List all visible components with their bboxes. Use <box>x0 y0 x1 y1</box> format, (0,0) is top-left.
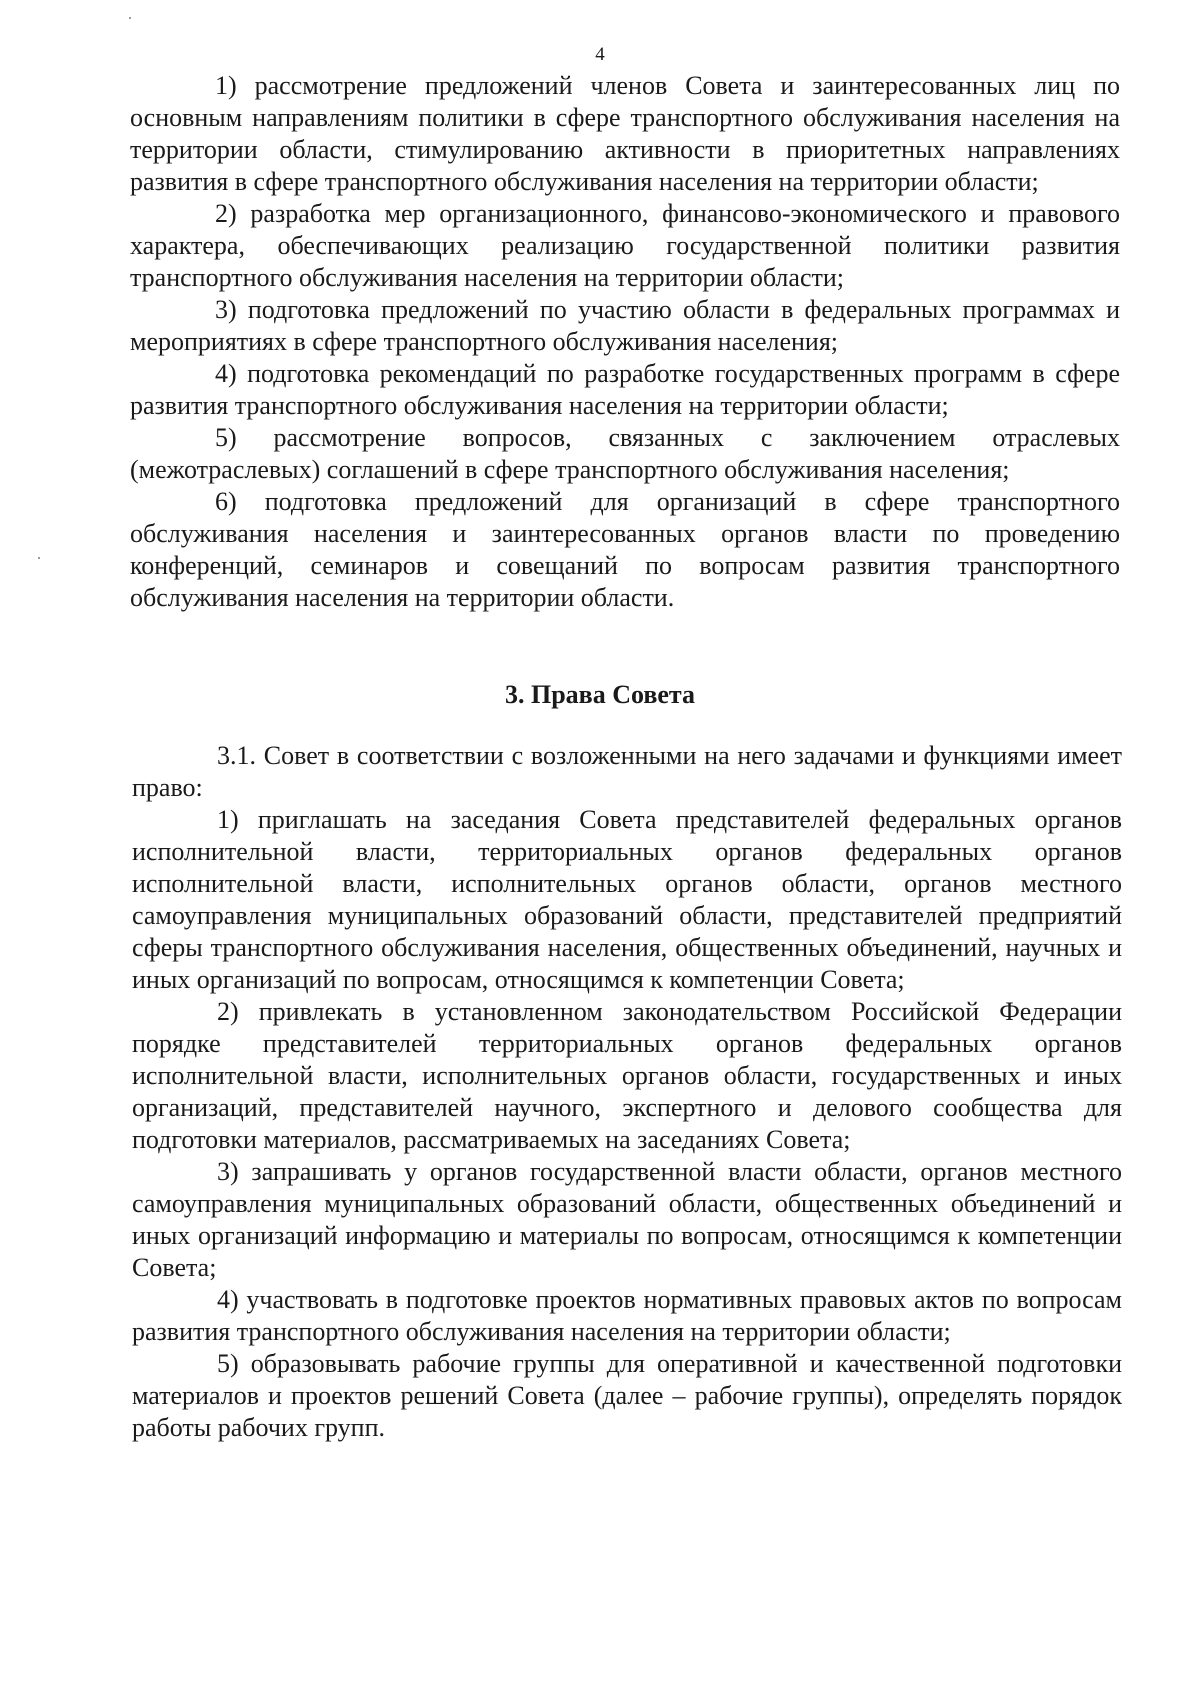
function-item-3: 3) подготовка предложений по участию области в федеральных программах и мероприятиях в сфере транспортного обслуживания населения; <box>130 295 1120 356</box>
scan-speck <box>38 557 40 559</box>
rights-item-1: 1) приглашать на заседания Совета представителей федеральных органов исполнительной власти, территориальных органов федеральных органов исполнительной власти, исполнительных органов области, органов местного самоуправления муниципальных образований области, представителей предприятий сферы транспортного обслуживания населения, общественных объединений, научных и иных организаций по вопросам, относящимся к компетенции Совета; <box>132 805 1122 994</box>
rights-intro: 3.1. Совет в соответствии с возложенными на него задачами и функциями имеет право: <box>132 741 1122 802</box>
rights-item-5: 5) образовывать рабочие группы для оперативной и качественной подготовки материалов и проектов решений Совета (далее – рабочие группы), определять порядок работы рабочих групп. <box>132 1349 1122 1442</box>
function-item-4: 4) подготовка рекомендаций по разработке государственных программ в сфере развития транспортного обслуживания населения на территории области; <box>130 359 1120 420</box>
functions-list <box>130 70 1120 614</box>
function-item-6: 6) подготовка предложений для организаций в сфере транспортного обслуживания населения и заинтересованных органов власти по проведению конференций, семинаров и совещаний по вопросам развития транспортного обслуживания населения на территории области. <box>130 487 1120 612</box>
function-item-1: 1) рассмотрение предложений членов Совета и заинтересованных лиц по основным направлениям политики в сфере транспортного обслуживания населения на территории области, стимулированию активности в приоритетных направлениях развития в сфере транспортного обслуживания населения на территории области; <box>130 71 1120 196</box>
rights-item-3: 3) запрашивать у органов государственной власти области, органов местного самоуправления муниципальных образований области, общественных объединений и иных организаций информацию и материалы по вопросам, относящимся к компетенции Совета; <box>132 1157 1122 1282</box>
rights-item-4: 4) участвовать в подготовке проектов нормативных правовых актов по вопросам развития транспортного обслуживания населения на территории области; <box>132 1285 1122 1346</box>
scan-speck <box>129 17 131 19</box>
function-item-2: 2) разработка мер организационного, финансово-экономического и правового характера, обеспечивающих реализацию государственной политики развития транспортного обслуживания населения на территории области; <box>130 199 1120 292</box>
rights-section <box>132 740 1122 1444</box>
section-heading: 3. Права Совета <box>504 680 696 709</box>
function-item-5: 5) рассмотрение вопросов, связанных с заключением отраслевых (межотраслевых) соглашений в сфере транспортного обслуживания населения; <box>130 423 1120 484</box>
page-number: 4 <box>595 44 605 65</box>
rights-item-2: 2) привлекать в установленном законодательством Российской Федерации порядке представителей территориальных органов федеральных органов исполнительной власти, исполнительных органов области, государственных и иных организаций, представителей научного, экспертного и делового сообщества для подготовки материалов, рассматриваемых на заседаниях Совета; <box>132 997 1122 1154</box>
